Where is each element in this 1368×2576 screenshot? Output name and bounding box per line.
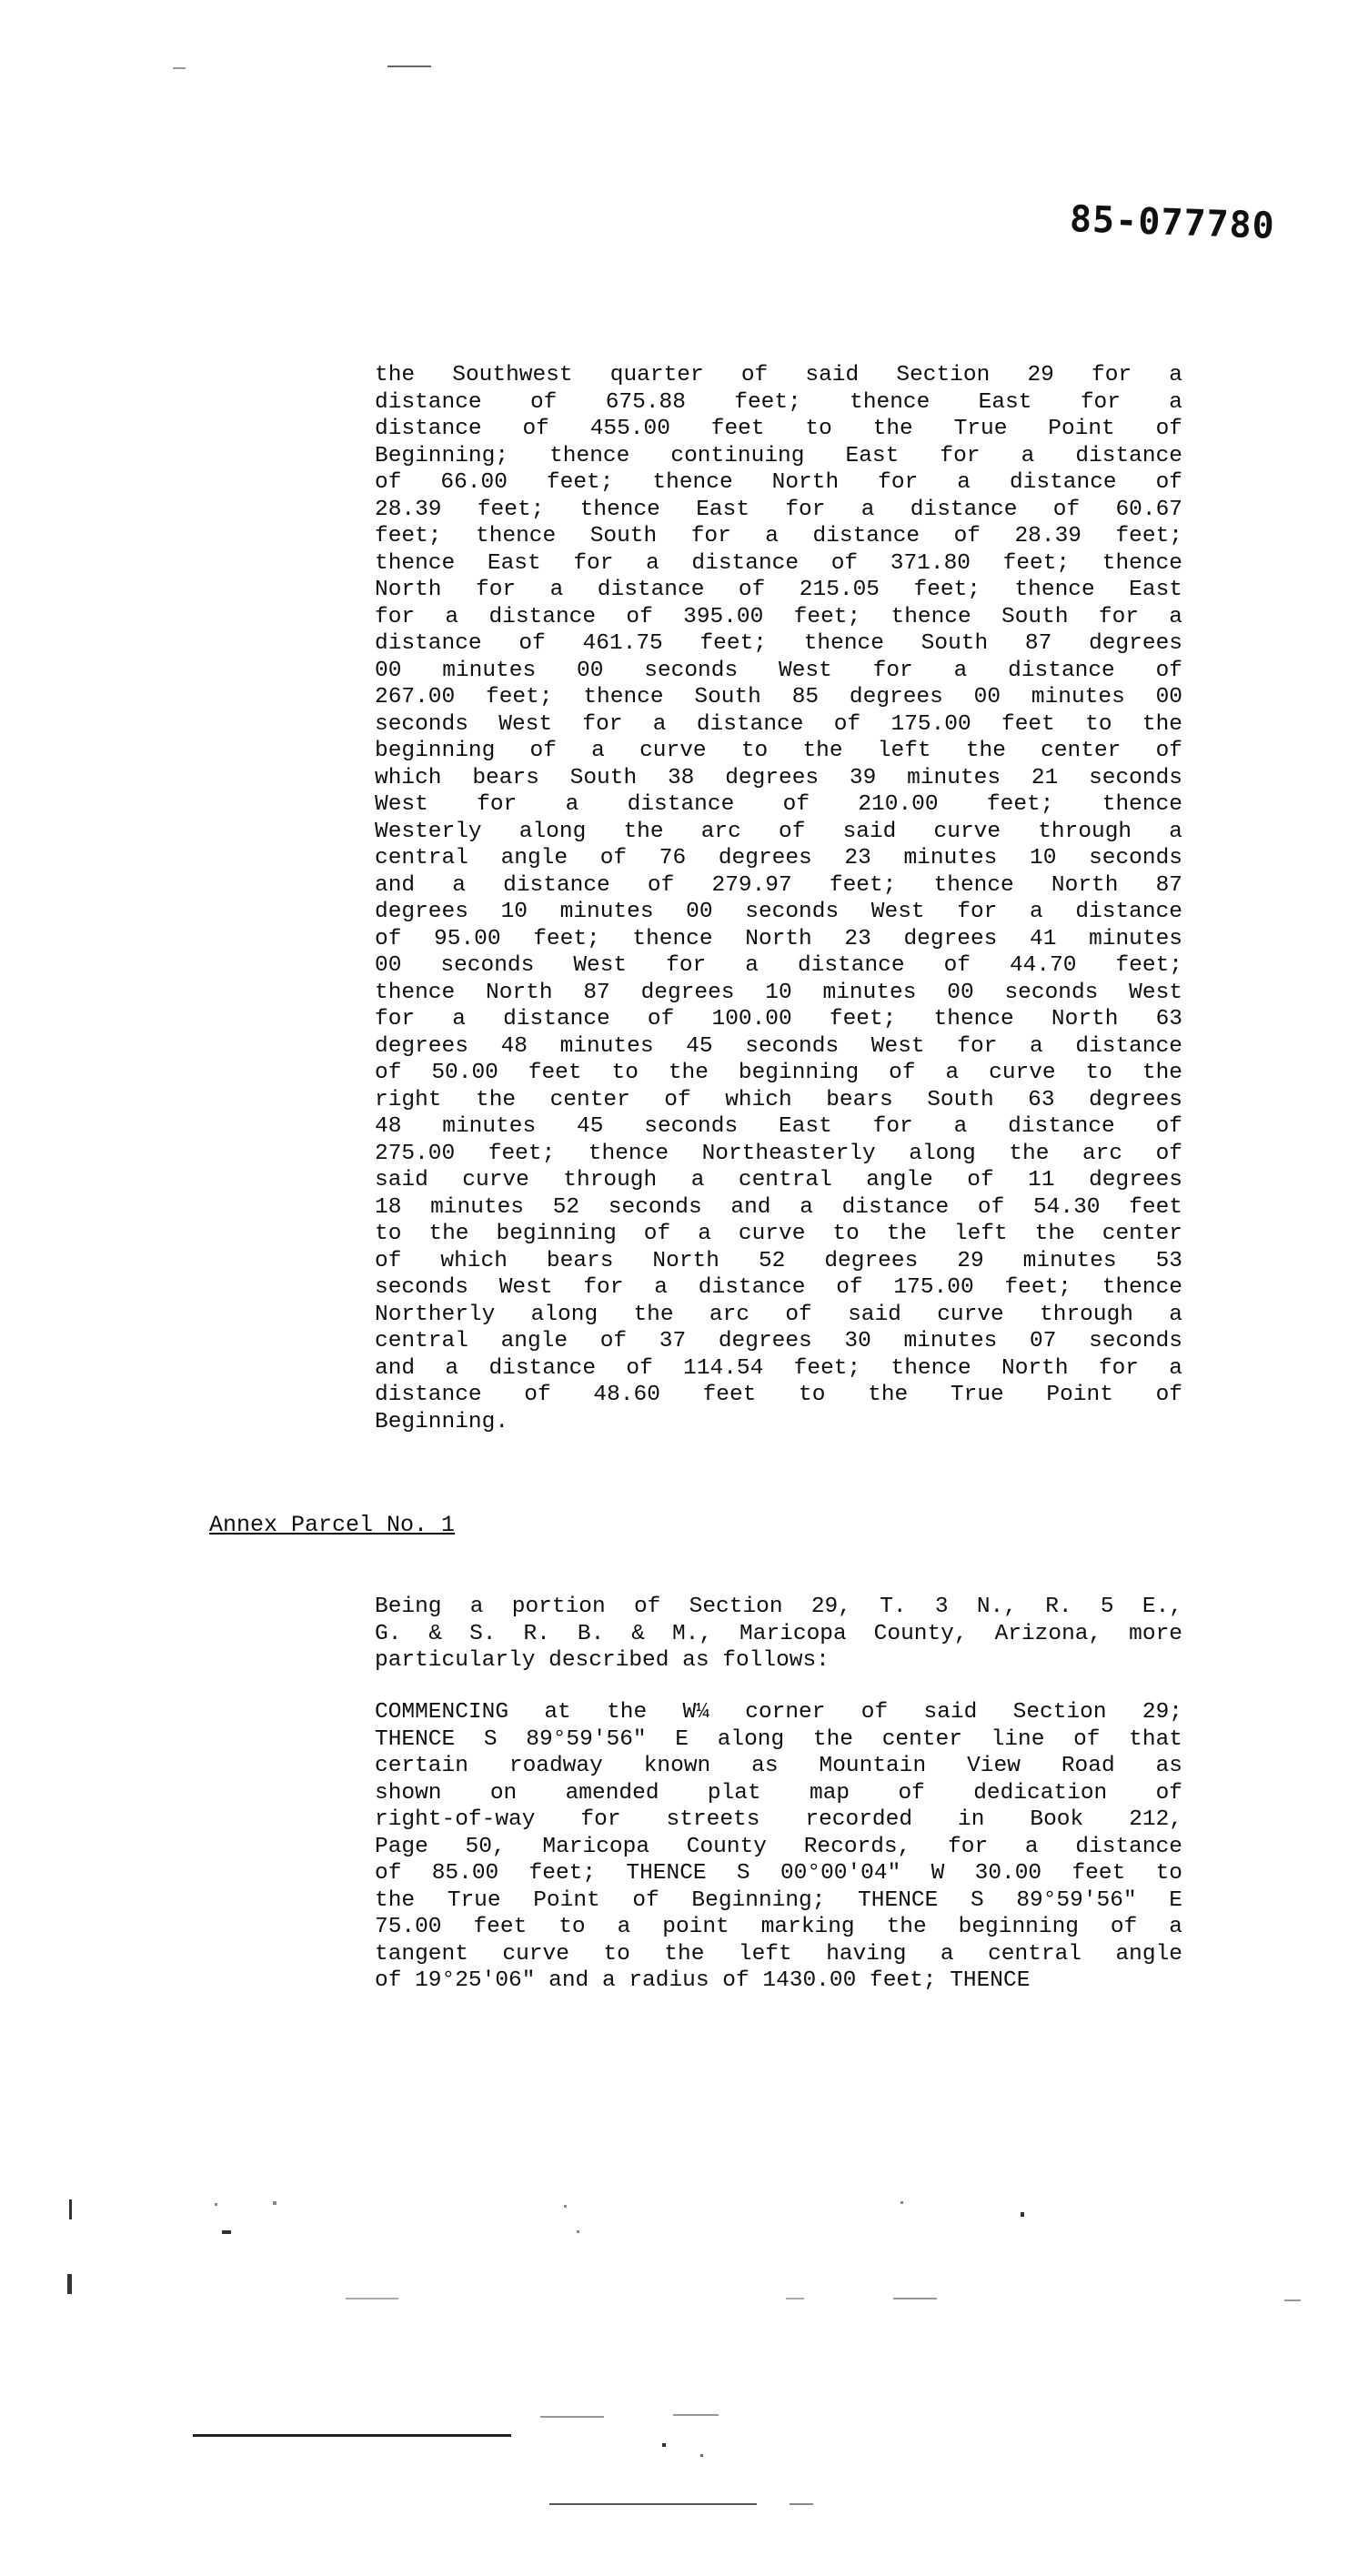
- scan-mark: [900, 2201, 903, 2204]
- text-line: Being a portion of Section 29, T. 3 N., R. 5 E.,: [375, 1595, 1182, 1619]
- text-line: 00 seconds West for a distance of 44.70 feet;: [375, 953, 1182, 978]
- text-line: particularly described as follows:: [375, 1648, 830, 1673]
- text-line: for a distance of 100.00 feet; thence North 63: [375, 1007, 1182, 1031]
- text-line: Page 50, Maricopa County Records, for a distance: [375, 1834, 1182, 1859]
- text-line: thence East for a distance of 371.80 feet; thence: [375, 550, 1182, 576]
- scan-mark: [1284, 2299, 1301, 2301]
- text-line: of which bears North 52 degrees 29 minutes 53: [375, 1248, 1182, 1273]
- text-line: 18 minutes 52 seconds and a distance of 54.30 feet: [375, 1194, 1182, 1220]
- scan-mark: [222, 2230, 231, 2234]
- scan-mark: [1021, 2212, 1024, 2217]
- annex-description-paragraph: [375, 1699, 1182, 1995]
- scan-mark: [786, 2298, 804, 2299]
- text-line: which bears South 38 degrees 39 minutes 21 seconds: [375, 765, 1182, 790]
- scan-mark: [540, 2416, 604, 2418]
- text-line: 75.00 feet to a point marking the beginning of a: [375, 1915, 1182, 1939]
- text-line: COMMENCING at the W¼ corner of said Section 29;: [375, 1700, 1182, 1725]
- text-line: central angle of 76 degrees 23 minutes 10 seconds: [375, 846, 1182, 870]
- legal-description-paragraph: [375, 362, 1182, 1435]
- text-line: of 50.00 feet to the beginning of a curve to the: [375, 1061, 1182, 1085]
- scan-mark: [662, 2443, 666, 2447]
- text-line: certain roadway known as Mountain View Road as: [375, 1754, 1182, 1778]
- scan-mark: [215, 2203, 217, 2206]
- scan-mark: [173, 67, 186, 69]
- text-line: North for a distance of 215.05 feet; thence East: [375, 578, 1182, 602]
- text-line: said curve through a central angle of 11 degrees: [375, 1168, 1182, 1192]
- text-line: Northerly along the arc of said curve through a: [375, 1302, 1182, 1327]
- text-line: thence North 87 degrees 10 minutes 00 seconds West: [375, 980, 1182, 1005]
- text-line: tangent curve to the left having a central angle: [375, 1941, 1182, 1967]
- text-line: distance of 48.60 feet to the True Point of: [375, 1383, 1182, 1407]
- text-line: degrees 48 minutes 45 seconds West for a distance: [375, 1033, 1182, 1059]
- text-line: 28.39 feet; thence East for a distance of 60.67: [375, 497, 1182, 522]
- text-line: Beginning.: [375, 1409, 509, 1434]
- text-line: West for a distance of 210.00 feet; thence: [375, 792, 1182, 817]
- text-line: of 66.00 feet; thence North for a distance of: [375, 470, 1182, 495]
- scan-mark: [577, 2230, 579, 2233]
- text-line: right-of-way for streets recorded in Book 212,: [375, 1807, 1182, 1832]
- text-line: feet; thence South for a distance of 28.39 feet;: [375, 524, 1182, 548]
- text-line: to the beginning of a curve to the left the center: [375, 1222, 1182, 1246]
- text-line: seconds West for a distance of 175.00 feet; thence: [375, 1275, 1182, 1300]
- text-line: shown on amended plat map of dedication of: [375, 1780, 1182, 1806]
- text-line: 00 minutes 00 seconds West for a distance of: [375, 658, 1182, 683]
- text-line: of 19°25'06" and a radius of 1430.00 feet; THENCE: [375, 1968, 1031, 1993]
- scan-mark: [387, 65, 431, 67]
- text-line: and a distance of 279.97 feet; thence North 87: [375, 872, 1182, 898]
- text-line: degrees 10 minutes 00 seconds West for a distance: [375, 900, 1182, 924]
- text-line: distance of 455.00 feet to the True Point of: [375, 417, 1182, 441]
- scan-mark: [564, 2205, 567, 2208]
- text-line: 275.00 feet; thence Northeasterly along the arc of: [375, 1141, 1182, 1166]
- text-line: beginning of a curve to the left the center of: [375, 739, 1182, 763]
- text-line: Beginning; thence continuing East for a distance: [375, 443, 1182, 468]
- document-number: 85-077780: [1069, 198, 1276, 247]
- text-line: the Southwest quarter of said Section 29 for a: [375, 363, 1182, 387]
- scan-mark: [549, 2503, 757, 2505]
- scan-mark: [69, 2199, 72, 2219]
- text-line: for a distance of 395.00 feet; thence South for a: [375, 604, 1182, 629]
- text-line: distance of 461.75 feet; thence South 87 degrees: [375, 631, 1182, 656]
- annex-intro-paragraph: [375, 1594, 1182, 1675]
- annex-heading: Annex Parcel No. 1: [209, 1512, 456, 1538]
- scan-mark: [893, 2298, 937, 2299]
- text-line: central angle of 37 degrees 30 minutes 07 seconds: [375, 1329, 1182, 1353]
- text-line: right the center of which bears South 63 degrees: [375, 1087, 1182, 1112]
- text-line: distance of 675.88 feet; thence East for a: [375, 389, 1182, 415]
- scan-mark: [273, 2201, 277, 2205]
- text-line: of 95.00 feet; thence North 23 degrees 41 minutes: [375, 926, 1182, 951]
- scan-mark: [67, 2274, 72, 2294]
- text-line: 267.00 feet; thence South 85 degrees 00 minutes 00: [375, 685, 1182, 709]
- scan-mark: [673, 2414, 719, 2416]
- scan-mark: [790, 2503, 813, 2505]
- scan-mark: [346, 2298, 398, 2299]
- text-line: Westerly along the arc of said curve through a: [375, 819, 1182, 844]
- scan-mark: [700, 2454, 703, 2457]
- signature-line: [193, 2434, 511, 2437]
- text-line: G. & S. R. B. & M., Maricopa County, Arizona, more: [375, 1621, 1182, 1646]
- text-line: THENCE S 89°59'56" E along the center line of that: [375, 1726, 1182, 1752]
- text-line: seconds West for a distance of 175.00 feet to the: [375, 711, 1182, 737]
- text-line: 48 minutes 45 seconds East for a distance of: [375, 1114, 1182, 1139]
- text-line: and a distance of 114.54 feet; thence North for a: [375, 1355, 1182, 1381]
- text-line: of 85.00 feet; THENCE S 00°00'04" W 30.00 feet to: [375, 1861, 1182, 1886]
- text-line: the True Point of Beginning; THENCE S 89°59'56" E: [375, 1887, 1182, 1913]
